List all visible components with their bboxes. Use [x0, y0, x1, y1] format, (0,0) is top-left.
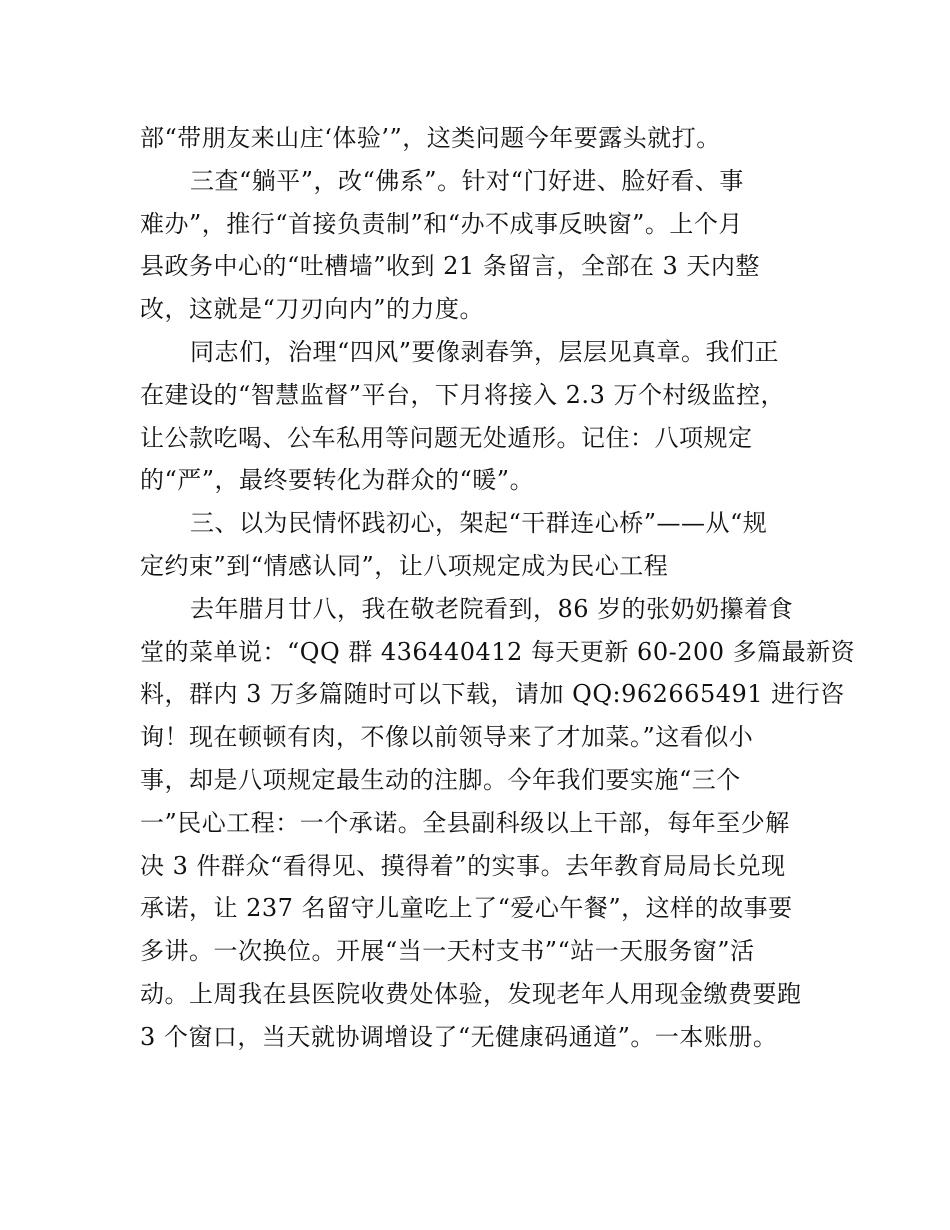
text-line: 事，却是八项规定最生动的注脚。今年我们要实施“三个 — [140, 765, 741, 794]
paragraph-start: 去年腊月廿八，我在敬老院看到，86 岁的张奶奶攥着食 — [190, 594, 794, 623]
text-line: 堂的菜单说：“QQ 群 436440412 每天更新 60-200 多篇最新资 — [140, 637, 856, 666]
text-line: 部“带朋友来山庄‘体验’”，这类问题今年要露头就打。 — [140, 124, 721, 152]
text-line: 让公款吃喝、公车私用等问题无处遁形。记住：八项规定 — [140, 423, 753, 452]
section-heading-continued: 定约束”到“情感认同”，让八项规定成为民心工程 — [140, 551, 669, 580]
text-line: 的“严”，最终要转化为群众的“暖”。 — [140, 466, 535, 495]
text-line: 改，这就是“刀刃向内”的力度。 — [140, 295, 485, 324]
paragraph-start: 同志们，治理“四风”要像剥春笋，层层见真章。我们正 — [190, 337, 780, 366]
text-line: 3 个窗口，当天就协调增设了“无健康码通道”。一本账册。 — [140, 1022, 778, 1051]
text-line: 决 3 件群众“看得见、摸得着”的实事。去年教育局局长兑现 — [140, 851, 786, 880]
text-line: 询！现在顿顿有肉，不像以前领导来了才加菜。”这看似小 — [140, 723, 754, 752]
text-line: 在建设的“智慧监督”平台，下月将接入 2.3 万个村级监控， — [140, 380, 785, 409]
text-line: 动。上周我在县医院收费处体验，发现老年人用现金缴费要跑 — [140, 979, 802, 1008]
text-line: 一”民心工程：一个承诺。全县副科级以上干部，每年至少解 — [140, 808, 790, 837]
text-line: 多讲。一次换位。开展“当一天村支书”“站一天服务窗”活 — [140, 937, 755, 966]
text-line: 县政务中心的“吐槽墙”收到 21 条留言，全部在 3 天内整 — [140, 252, 760, 281]
text-line: 承诺，让 237 名留守儿童吃上了“爱心午餐”，这样的故事要 — [140, 894, 793, 923]
section-heading: 三、以为民情怀践初心，架起“干群连心桥”——从“规 — [190, 509, 768, 538]
text-line: 难办”，推行“首接负责制”和“办不成事反映窗”。上个月 — [140, 209, 743, 238]
text-line: 料，群内 3 万多篇随时可以下载，请加 QQ:962665491 进行咨 — [140, 680, 845, 709]
paragraph-start: 三查“躺平”，改“佛系”。针对“门好进、脸好看、事 — [190, 166, 744, 195]
